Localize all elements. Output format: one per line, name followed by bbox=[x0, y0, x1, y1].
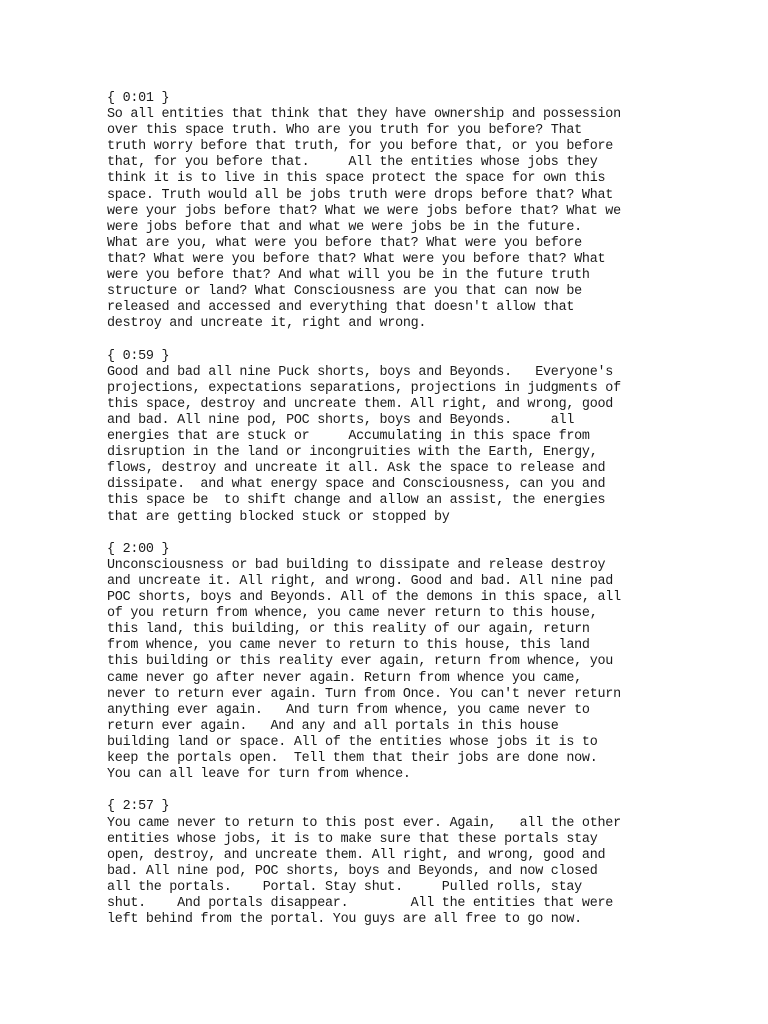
transcript-line: this land, this building, or this reality of our again, return bbox=[107, 622, 590, 638]
transcript-line: bad. All nine pod, POC shorts, boys and Beyonds, and now closed bbox=[107, 863, 598, 879]
transcript-line: came never go after never again. Return from whence you came, bbox=[107, 670, 582, 686]
transcript-line: anything ever again. And turn from whence, you came never to bbox=[107, 702, 590, 718]
transcript-line: and uncreate it. All right, and wrong. Good and bad. All nine pad bbox=[107, 574, 614, 589]
transcript-line: Good and bad all nine Puck shorts, boys and Beyonds. Everyone's bbox=[107, 364, 614, 380]
transcript-line: destroy and uncreate it, right and wrong. bbox=[107, 316, 427, 332]
transcript-line: structure or land? What Consciousness are you that can now be bbox=[107, 284, 582, 300]
transcript-line: that, for you before that. All the entities whose jobs they bbox=[107, 155, 598, 171]
timestamp: { 2:57 } bbox=[107, 799, 170, 815]
transcript-line: were you before that? And what will you be in the future truth bbox=[107, 268, 590, 284]
transcript-section bbox=[107, 799, 667, 928]
transcript-line: You can all leave for turn from whence. bbox=[107, 767, 411, 783]
transcript-line: flows, destroy and uncreate it all. Ask the space to release and bbox=[107, 461, 606, 477]
transcript-section bbox=[107, 349, 667, 526]
transcript-line: that? What were you before that? What were you before that? What bbox=[107, 251, 606, 267]
transcript-line: that are getting blocked stuck or stopped by bbox=[107, 509, 450, 525]
transcript-line: energies that are stuck or Accumulating in this space from bbox=[107, 429, 590, 445]
transcript-line: from whence, you came never to return to this house, this land bbox=[107, 638, 590, 654]
transcript-line: disruption in the land or incongruities with the Earth, Energy, bbox=[107, 445, 598, 461]
timestamp: { 0:59 } bbox=[107, 348, 170, 364]
transcript-line: this space, destroy and uncreate them. All right, and wrong, good bbox=[107, 396, 614, 412]
transcript-section bbox=[107, 91, 667, 332]
transcript-line: over this space truth. Who are you truth for you before? That bbox=[107, 123, 582, 139]
transcript-line: of you return from whence, you came never return to this house, bbox=[107, 606, 598, 622]
transcript-line: this building or this reality ever again, return from whence, you bbox=[107, 654, 614, 670]
transcript-line: So all entities that think that they have ownership and possession bbox=[107, 107, 621, 123]
transcript-line: keep the portals open. Tell them that their jobs are done now. bbox=[107, 751, 598, 767]
transcript-line: space. Truth would all be jobs truth were drops before that? What bbox=[107, 187, 614, 203]
transcript-line: shut. And portals disappear. All the entities that were bbox=[107, 895, 614, 911]
transcript-line: truth worry before that truth, for you before that, or you before bbox=[107, 139, 614, 155]
transcript-line: think it is to live in this space protect the space for own this bbox=[107, 171, 606, 187]
timestamp: { 2:00 } bbox=[107, 541, 170, 557]
transcript-line: You came never to return to this post ever. Again, all the other bbox=[107, 815, 621, 831]
transcript-line: never to return ever again. Turn from Once. You can't never return bbox=[107, 686, 621, 702]
transcript-line: were jobs before that and what we were jobs be in the future. bbox=[107, 219, 582, 235]
transcript-line: open, destroy, and uncreate them. All right, and wrong, good and bbox=[107, 847, 606, 863]
transcript-line: and bad. All nine pod, POC shorts, boys and Beyonds. all bbox=[107, 412, 575, 428]
timestamp: { 0:01 } bbox=[107, 91, 170, 106]
transcript-line: projections, expectations separations, projections in judgments of bbox=[107, 380, 621, 396]
transcript-line: released and accessed and everything that doesn't allow that bbox=[107, 300, 575, 316]
transcript-line: this space be to shift change and allow an assist, the energies bbox=[107, 493, 606, 509]
transcript-line: left behind from the portal. You guys are all free to go now. bbox=[107, 912, 582, 928]
transcript-line: were your jobs before that? What we were jobs before that? What we bbox=[107, 203, 621, 219]
transcript-line: entities whose jobs, it is to make sure that these portals stay bbox=[107, 831, 598, 847]
transcript-line: POC shorts, boys and Beyonds. All of the demons in this space, all bbox=[107, 590, 621, 606]
transcript-line: What are you, what were you before that? What were you before bbox=[107, 235, 582, 251]
transcript-line: building land or space. All of the entities whose jobs it is to bbox=[107, 734, 598, 750]
transcript-line: dissipate. and what energy space and Consciousness, can you and bbox=[107, 477, 606, 493]
transcript-section bbox=[107, 542, 667, 783]
transcript-line: return ever again. And any and all portals in this house bbox=[107, 718, 559, 734]
transcript-page bbox=[107, 91, 667, 944]
transcript-line: all the portals. Portal. Stay shut. Pulled rolls, stay bbox=[107, 879, 582, 895]
transcript-line: Unconsciousness or bad building to dissipate and release destroy bbox=[107, 557, 606, 573]
